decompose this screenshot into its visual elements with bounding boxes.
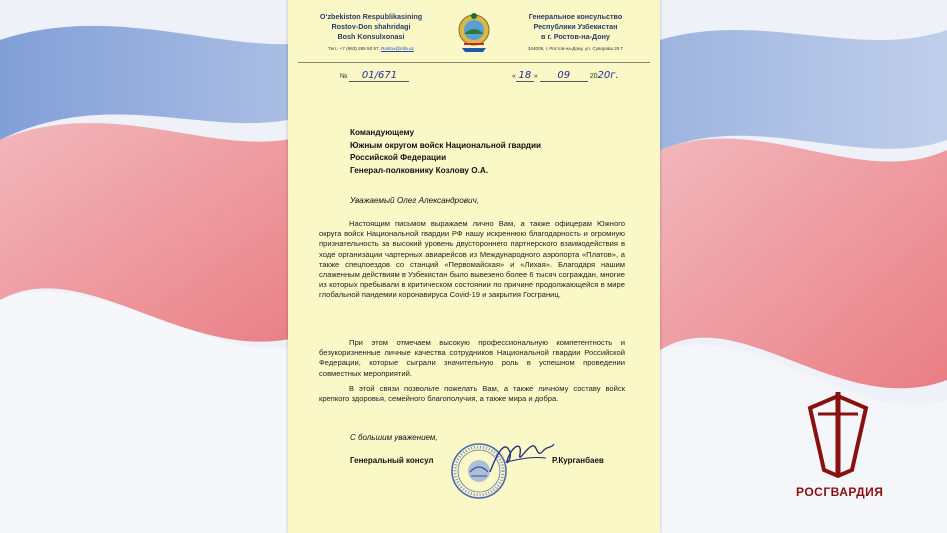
number-label: № — [340, 73, 348, 80]
header-email-link[interactable]: Rostov@mfa.uz — [381, 46, 414, 51]
header-contact — [296, 44, 446, 54]
header-russian-line: в г. Ростов-на-Дону — [541, 32, 610, 41]
addressee-line: Командующему — [350, 128, 415, 137]
paragraph-wishes — [319, 384, 625, 404]
letter-document — [288, 0, 660, 533]
date-day: 18 — [516, 70, 534, 82]
header-uzbek — [296, 12, 446, 54]
rosgvardia-logo-icon — [800, 388, 876, 480]
handwritten-signature — [486, 438, 556, 478]
signatory-title: Генеральный консул — [350, 456, 434, 465]
header-uzbek-line: O‘zbekiston Respublikasining — [319, 12, 423, 21]
addressee-block — [350, 127, 541, 177]
registration-date — [512, 70, 619, 82]
header-divider — [298, 62, 650, 63]
paragraph-gratitude — [319, 219, 625, 301]
header-uzbek-line: Bosh Konsulxonasi — [337, 32, 405, 41]
rosgvardia-logo-text: РОСГВАРДИЯ — [796, 485, 884, 499]
header-russian — [498, 12, 653, 54]
date-close-quote: » — [533, 73, 538, 80]
header-phone: Тел.: +7 (863) 285 50 57, — [328, 46, 380, 51]
paragraph-text: Настоящим письмом выражаем лично Вам, а также офицерам Южного округа войск Национальной гвардии РФ нашу искреннюю благодарность и огромную признательность за высокий уровень двустороннего партнерского взаимодействия в ходе организации чартерных авиарейсов из Международного аэропорта «Платов», а также спецпоездов со станций «Первомайская» и «Лихая». Благодаря нашим слаженным действиям в Узбекистан было вывезено более 6 тысяч сограждан, многие из которых пребывали в критическом состоянии по причине продолжающейся в мире глобальной пандемии коронавируса Covid-19 и закрытия Госграниц. — [319, 219, 625, 300]
signatory-name: Р.Курганбаев — [552, 456, 604, 465]
salutation: Уважаемый Олег Александрович, — [350, 196, 480, 205]
date-year-prefix: 20 — [589, 73, 598, 80]
registration-number — [340, 70, 409, 82]
addressee-line: Российской Федерации — [350, 153, 447, 163]
header-uzbek-line: Rostov-Don shahridagi — [331, 22, 411, 31]
addressee-line: Генерал-полковнику Козлову О.А. — [350, 165, 489, 175]
header-address: 344006, г. Ростов-на-Дону, ул. Суворова 28 Г — [527, 46, 624, 51]
paragraph-text: При этом отмечаем высокую профессиональную компетентность и безукоризненные личные качества сотрудников Национальной гвардии Российской Федерации, которые сыграли значительную роль в успешном проведении совместных мероприятий. — [319, 338, 625, 378]
number-value: 01/671 — [349, 70, 409, 82]
paragraph-competence — [319, 338, 625, 379]
header-russian-line: Генеральное консульство — [528, 12, 623, 21]
date-open-quote: « — [512, 73, 516, 80]
closing-phrase: С большим уважением, — [350, 433, 438, 442]
uzbekistan-emblem-icon — [456, 10, 492, 54]
addressee-line: Южным округом войск Национальной гвардии — [350, 140, 542, 150]
header-russian-line: Республики Узбекистан — [533, 22, 618, 31]
date-month: 09 — [540, 70, 588, 82]
paragraph-text: В этой связи позвольте пожелать Вам, а также личному составу войск крепкого здоровья, семейного благополучия, а также мира и добра. — [319, 384, 625, 404]
date-year: 20г. — [597, 70, 619, 81]
